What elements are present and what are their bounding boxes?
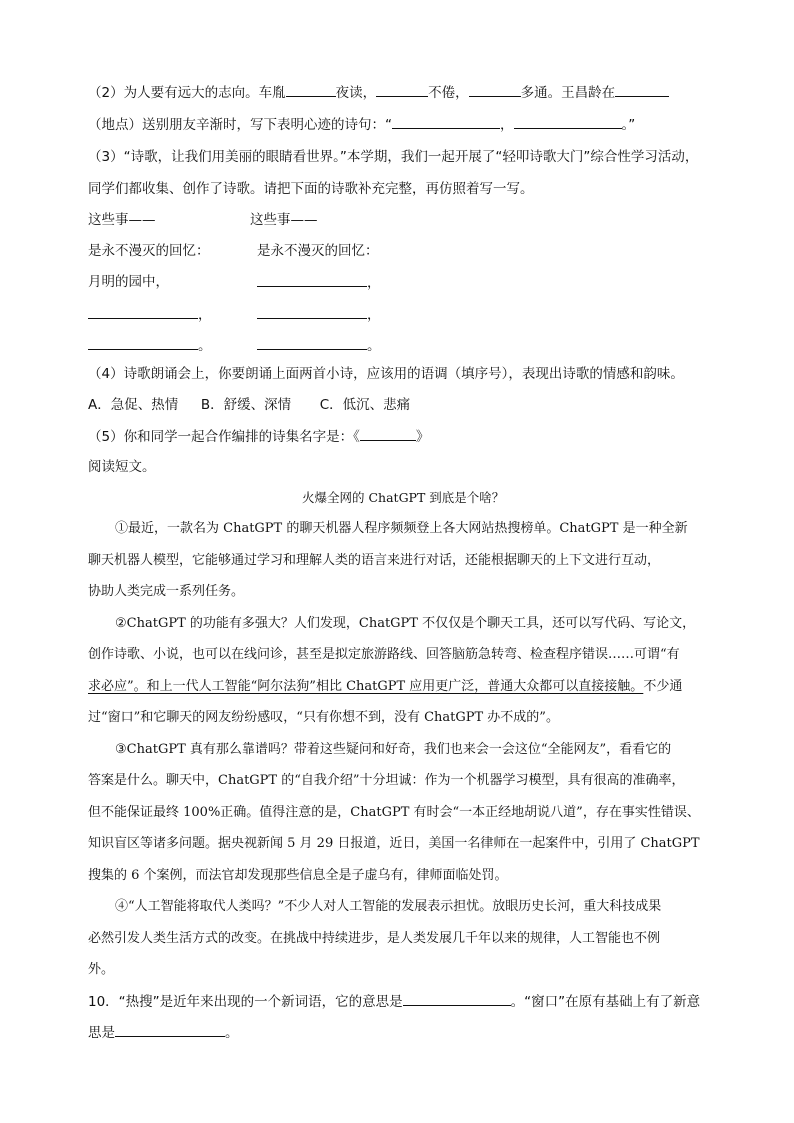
- poem-blank-l5[interactable]: [88, 335, 198, 350]
- q5-text: （5）你和同学一起合作编排的诗集名字是：《: [88, 429, 360, 445]
- article-para-3-line-5: 搜集的 6 个案例，而法官却发现那些信息全是子虚乌有，律师面临处罚。: [88, 868, 508, 883]
- article-para-4-line-2: 必然引发人类生活方式的改变。在挑战中持续进步，是人类发展几千年以来的规律，人工智能也不例: [88, 931, 661, 946]
- q4-option-c[interactable]: C．低沉、悲痛: [319, 397, 411, 413]
- q2-text: 不倦，: [428, 85, 469, 101]
- q10-line-2: 思是 。: [88, 1022, 239, 1043]
- q2-text: ，: [500, 117, 514, 133]
- q2-text: 多通。王昌龄在: [520, 85, 616, 101]
- q2-blank-1[interactable]: [286, 82, 336, 97]
- q10-text: 。“窗口”在原有基础上有了新意: [510, 994, 701, 1010]
- poem-left-line-4: ，: [88, 304, 212, 325]
- underlined-sentence: 求必应”。和上一代人工智能“阿尔法狗”相比 ChatGPT 应用更广泛，普通大众都可以直接接触。: [88, 679, 644, 694]
- article-title: 火爆全网的 ChatGPT 到底是个啥？: [302, 490, 505, 505]
- poem-blank-r4[interactable]: [257, 304, 367, 319]
- poem-right-line-3: ，: [257, 272, 381, 293]
- q5-blank-title[interactable]: [360, 426, 416, 441]
- q2-text: （2）为人要有远大的志向。车胤: [88, 85, 286, 101]
- poem-left-line-1: 这些事——: [88, 212, 156, 228]
- article-para-3-line-1: ③ChatGPT 真有那么靠谱吗？带着这些疑问和好奇，我们也来会一会这位“全能网友”，看看它的: [115, 742, 672, 757]
- poem-left-line-3: 月明的园中，: [88, 274, 169, 290]
- q5-line: （5）你和同学一起合作编排的诗集名字是：《 》: [88, 426, 429, 447]
- q2-line-2: [88, 114, 635, 135]
- poem-blank-r5[interactable]: [257, 335, 367, 350]
- poem-right-line-1: 这些事——: [250, 212, 318, 228]
- q2-blank-poem-2[interactable]: [514, 114, 622, 129]
- poem-blank-l4[interactable]: [88, 304, 198, 319]
- article-para-1-line-2: 聊天机器人模型，它能够通过学习和理解人类的语言来进行对话，还能根据聊天的上下文进行互动，: [88, 553, 661, 568]
- article-para-4-line-3: 外。: [88, 962, 115, 977]
- poem-blank-r3[interactable]: [257, 272, 367, 287]
- poem-right-line-5: 。: [257, 335, 381, 356]
- article-para-1-line-3: 协助人类完成一系列任务。: [88, 584, 245, 599]
- article-para-3-line-4: 知识盲区等诸多问题。据央视新闻 5 月 29 日报道，近日，美国一名律师在一起案件中，引用了 ChatGPT: [88, 836, 700, 851]
- q4-stem: （4）诗歌朗诵会上，你要朗诵上面两首小诗，应该用的语调（填序号），表现出诗歌的情感和韵味。: [88, 366, 684, 382]
- article-para-3-line-2: 答案是什么。聊天中，ChatGPT 的“自我介绍”十分坦诚：作为一个机器学习模型，具有很高的准确率，: [88, 773, 685, 788]
- q10-blank-meaning-1[interactable]: [403, 991, 511, 1006]
- q10-line-1: [88, 991, 700, 1012]
- q10-blank-meaning-2[interactable]: [115, 1022, 225, 1037]
- article-para-2-line-4: 过“窗口”和它聊天的网友纷纷感叹，“只有你想不到，没有 ChatGPT 办不成的”。: [88, 710, 559, 725]
- article-para-1-line-1: ①最近，一款名为 ChatGPT 的聊天机器人程序频频登上各大网站热搜榜单。ChatGPT 是一种全新: [115, 521, 688, 536]
- q4-option-a[interactable]: A．急促、热情: [88, 397, 179, 413]
- q2-blank-poem-1[interactable]: [392, 114, 500, 129]
- q2-line-1: [88, 82, 669, 103]
- poem-right-line-2: 是永不漫灭的回忆：: [257, 243, 379, 259]
- reading-intro: 阅读短文。: [88, 459, 156, 475]
- poem-left-line-5: 。: [88, 335, 212, 356]
- article-para-2-line-1: ②ChatGPT 的功能有多强大？人们发现，ChatGPT 不仅仅是个聊天工具，还可以写代码、写论文，: [115, 616, 696, 631]
- article-para-2-line-2: 创作诗歌、小说，也可以在线问诊，甚至是拟定旅游路线、回答脑筋急转弯、检查程序错误……可谓“有: [88, 647, 680, 662]
- article-para-3-line-3: 但不能保证最终 100%正确。值得注意的是，ChatGPT 有时会“一本正经地胡说八道”，存在事实性错误、: [88, 805, 700, 820]
- q2-blank-3[interactable]: [469, 82, 521, 97]
- q4-option-b[interactable]: B．舒缓、深情: [200, 397, 292, 413]
- q10-text: 10．“热搜”是近年来出现的一个新词语，它的意思是: [88, 994, 403, 1010]
- article-para-2-line-3: 求必应”。和上一代人工智能“阿尔法狗”相比 ChatGPT 应用更广泛，普通大众都可以直接接触。不少通: [88, 679, 683, 694]
- q2-text: 夜读，: [335, 85, 377, 101]
- poem-left-line-2: 是永不漫灭的回忆：: [88, 243, 210, 259]
- q2-text: 。”: [621, 117, 636, 133]
- article-para-4-line-1: ④“人工智能将取代人类吗？”不少人对人工智能的发展表示担忧。放眼历史长河，重大科技成果: [115, 899, 662, 914]
- q10-text: 思是: [88, 1025, 115, 1041]
- q2-blank-location[interactable]: [615, 82, 669, 97]
- q3-stem-line-1: （3）“诗歌，让我们用美丽的眼睛看世界。”本学期，我们一起开展了“轻叩诗歌大门”综合性学习活动，: [88, 149, 699, 165]
- q2-text: （地点）送别朋友辛渐时，写下表明心迹的诗句：“: [88, 117, 392, 133]
- q4-options: [88, 395, 410, 415]
- q2-blank-2[interactable]: [376, 82, 428, 97]
- q3-stem-line-2: 同学们都收集、创作了诗歌。请把下面的诗歌补充完整，再仿照着写一写。: [88, 181, 534, 197]
- poem-right-line-4: ，: [257, 304, 381, 325]
